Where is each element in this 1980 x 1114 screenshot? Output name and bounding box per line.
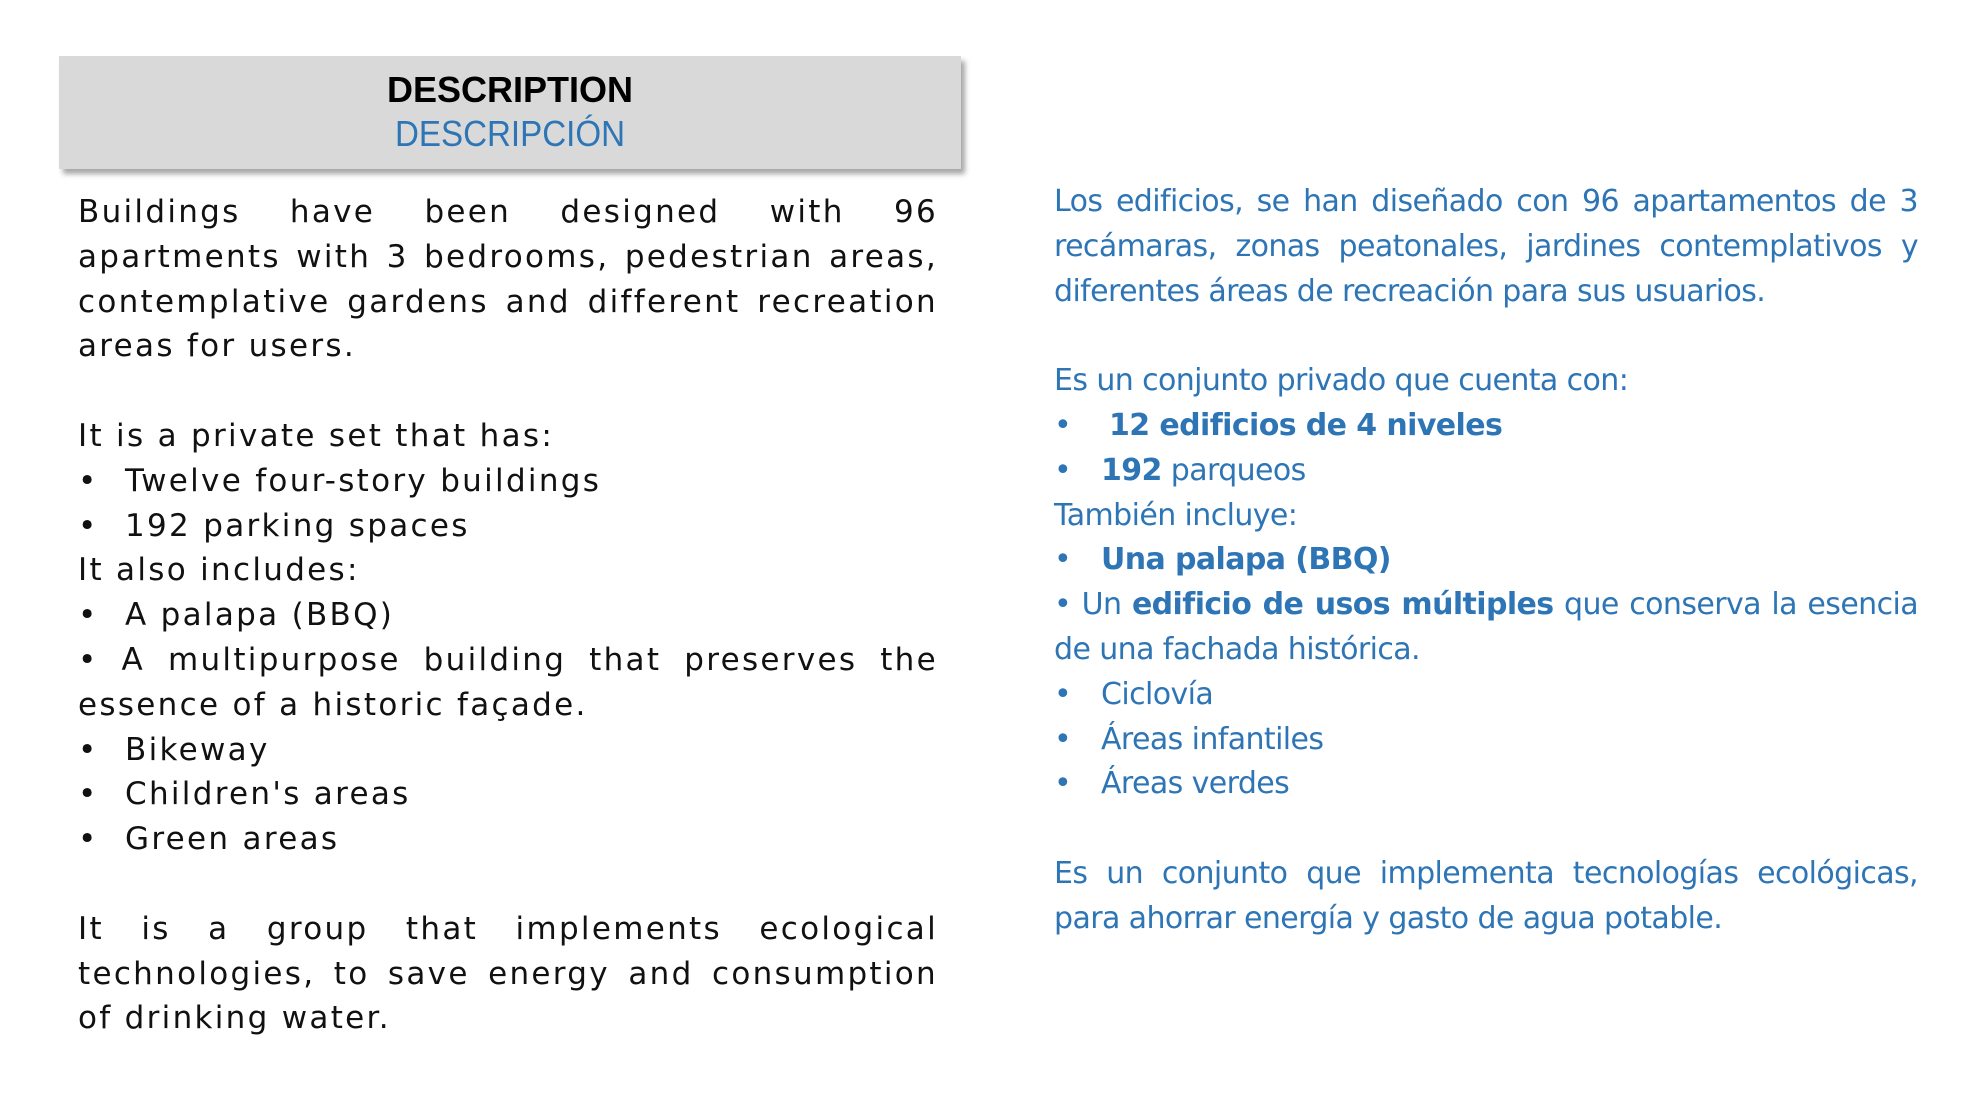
list-item: • 192 parking spaces [78, 504, 938, 549]
bullet-icon: • [78, 462, 99, 499]
bullet-icon: • [1054, 766, 1072, 802]
english-intro: Buildings have been designed with 96 apartments with 3 bedrooms, pedestrian areas, contemplative gardens and different recreation areas for users. [78, 194, 938, 365]
list-item: • Ciclovía [1054, 673, 1918, 718]
list-item: • Un edificio de usos múltiples que conserva la esencia de una fachada histórica. [1054, 587, 1919, 667]
spanish-closing: Es un conjunto que implementa tecnologías ecológicas, para ahorrar energía y gasto de agua potable. [1054, 855, 1918, 936]
header-subtitle: DESCRIPCIÓN [394, 113, 626, 154]
bullet-icon: • [1054, 676, 1072, 712]
description-header [59, 56, 961, 169]
list-item: • Green areas [78, 817, 938, 862]
bullet-icon: • [78, 507, 99, 544]
header-title: DESCRIPTION [386, 69, 634, 110]
spanish-includes-heading: También incluye: [1054, 497, 1298, 533]
bullet-icon: • [78, 776, 99, 813]
bullet-icon: • [78, 641, 99, 678]
bullet-icon: • [1054, 452, 1072, 488]
bullet-icon: • [1054, 587, 1072, 623]
list-item: • Una palapa (BBQ) [1054, 538, 1918, 583]
list-item: • 192 parqueos [1054, 449, 1918, 494]
spanish-has-heading: Es un conjunto privado que cuenta con: [1054, 363, 1629, 399]
bullet-icon: • [78, 731, 99, 768]
spanish-intro: Los edificios, se han diseñado con 96 apartamentos de 3 recámaras, zonas peatonales, jardines contemplativos y diferentes áreas de recreación para sus usuarios. [1054, 184, 1918, 309]
bullet-icon: • [1054, 721, 1072, 757]
list-item: • Áreas infantiles [1054, 718, 1918, 763]
list-item: • Children's areas [78, 772, 938, 817]
list-item: • Twelve four-story buildings [78, 459, 938, 504]
bullet-icon: • [1054, 542, 1072, 578]
bullet-icon: • [78, 821, 99, 858]
english-includes-heading: It also includes: [78, 552, 360, 589]
list-item: • 12 edificios de 4 niveles [1054, 404, 1918, 449]
bullet-icon: • [1054, 407, 1072, 443]
english-closing: It is a group that implements ecological technologies, to save energy and consumption of drinking water. [78, 910, 938, 1037]
english-has-heading: It is a private set that has: [78, 417, 555, 454]
list-item: • Bikeway [78, 728, 938, 773]
english-description [78, 190, 938, 1041]
list-item: • A palapa (BBQ) [78, 593, 938, 638]
spanish-description [1054, 180, 1918, 942]
bullet-icon: • [78, 597, 99, 634]
list-item: • A multipurpose building that preserves the essence of a historic façade. [78, 641, 938, 723]
list-item: • Áreas verdes [1054, 762, 1918, 807]
